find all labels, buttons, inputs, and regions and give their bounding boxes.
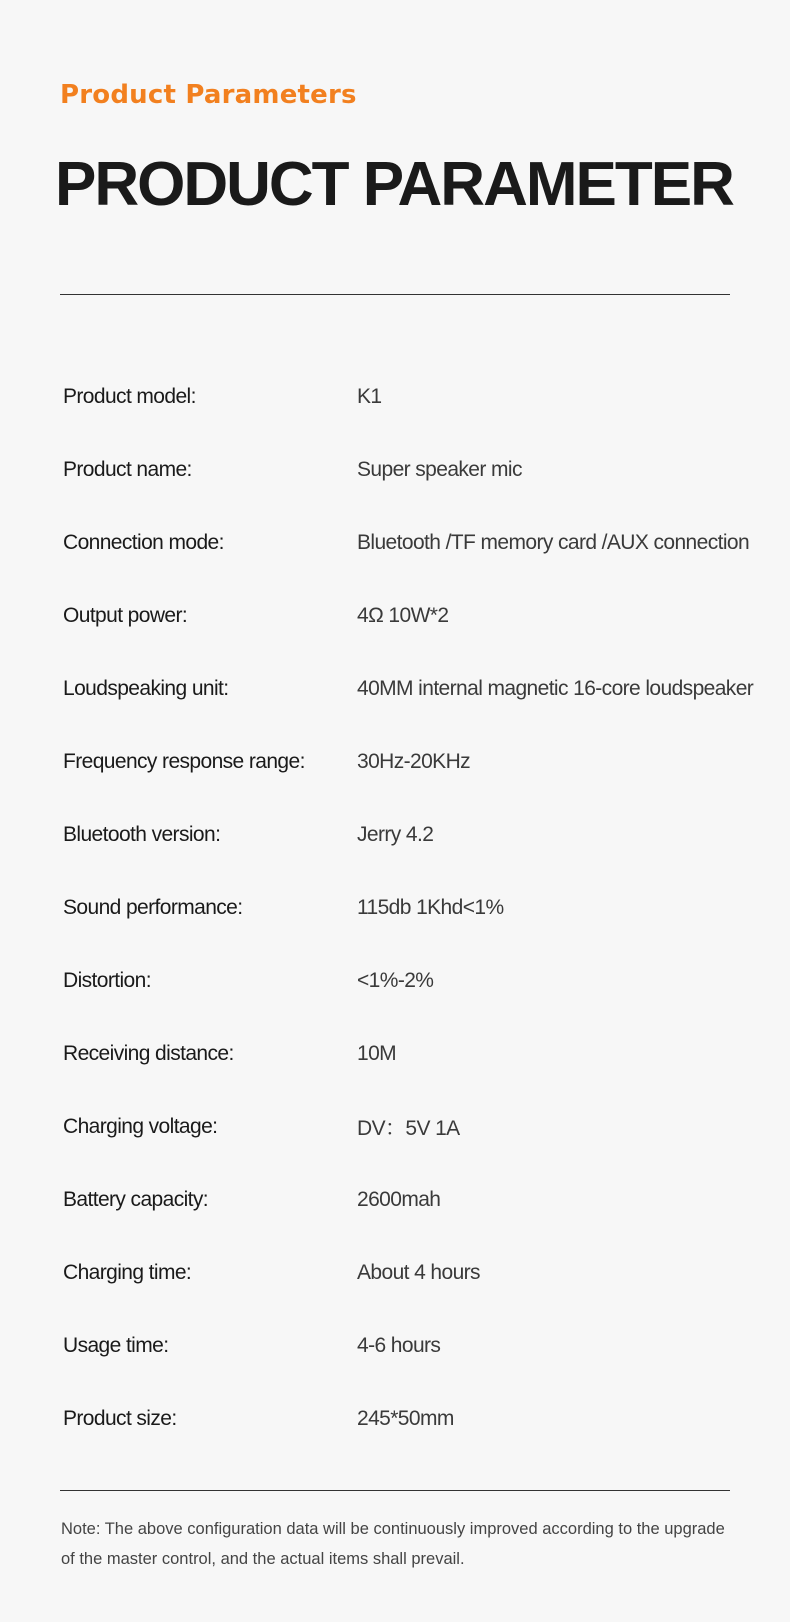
param-value: 4-6 hours: [357, 1333, 441, 1357]
param-row-output-power: [63, 579, 763, 652]
parameter-list: [63, 360, 763, 1455]
param-label: Distortion:: [63, 968, 151, 992]
param-value: 30Hz-20KHz: [357, 749, 471, 773]
param-value: Super speaker mic: [357, 457, 522, 481]
param-label: Product size:: [63, 1406, 177, 1430]
param-value: 2600mah: [357, 1187, 441, 1211]
param-label: Product name:: [63, 457, 192, 481]
param-row-receiving-distance: [63, 1017, 763, 1090]
param-value: 245*50mm: [357, 1406, 454, 1430]
param-value: Jerry 4.2: [357, 822, 434, 846]
param-label: Sound performance:: [63, 895, 243, 919]
param-value: Bluetooth /TF memory card /AUX connection: [357, 530, 750, 554]
param-value: K1: [357, 384, 382, 408]
param-label: Usage time:: [63, 1333, 169, 1357]
param-row-distortion: [63, 944, 763, 1017]
param-label: Connection mode:: [63, 530, 224, 554]
param-value: 115db 1Khd<1%: [357, 895, 504, 919]
param-label: Battery capacity:: [63, 1187, 209, 1211]
page-title: PRODUCT PARAMETER: [55, 150, 733, 219]
param-value: 4Ω 10W*2: [357, 603, 449, 627]
footnote: Note: The above configuration data will be continuously improved according to the upgrade of the master control, and the actual items shall prevail.: [61, 1520, 725, 1568]
param-row-connection-mode: [63, 506, 763, 579]
section-eyebrow: Product Parameters: [60, 80, 357, 110]
param-row-battery-capacity: [63, 1163, 763, 1236]
param-label: Frequency response range:: [63, 749, 305, 773]
param-row-loudspeaking-unit: [63, 652, 763, 725]
param-row-product-size: [63, 1382, 763, 1455]
param-value: 40MM internal magnetic 16-core loudspeaker: [357, 676, 754, 700]
param-value: About 4 hours: [357, 1260, 480, 1284]
param-label: Output power:: [63, 603, 188, 627]
param-label: Bluetooth version:: [63, 822, 221, 846]
param-value: DV：5V 1A: [357, 1116, 460, 1140]
param-row-product-model: [63, 360, 763, 433]
param-label: Loudspeaking unit:: [63, 676, 229, 700]
top-divider: [60, 294, 730, 295]
param-row-frequency-response: [63, 725, 763, 798]
param-label: Product model:: [63, 384, 196, 408]
param-row-usage-time: [63, 1309, 763, 1382]
bottom-divider: [60, 1490, 730, 1491]
param-label: Charging voltage:: [63, 1114, 218, 1138]
param-value: 10M: [357, 1041, 397, 1065]
param-row-product-name: [63, 433, 763, 506]
param-row-bluetooth-version: [63, 798, 763, 871]
param-row-charging-time: [63, 1236, 763, 1309]
param-label: Receiving distance:: [63, 1041, 234, 1065]
param-row-charging-voltage: [63, 1090, 763, 1163]
param-label: Charging time:: [63, 1260, 192, 1284]
param-row-sound-performance: [63, 871, 763, 944]
param-value: <1%-2%: [357, 968, 434, 992]
